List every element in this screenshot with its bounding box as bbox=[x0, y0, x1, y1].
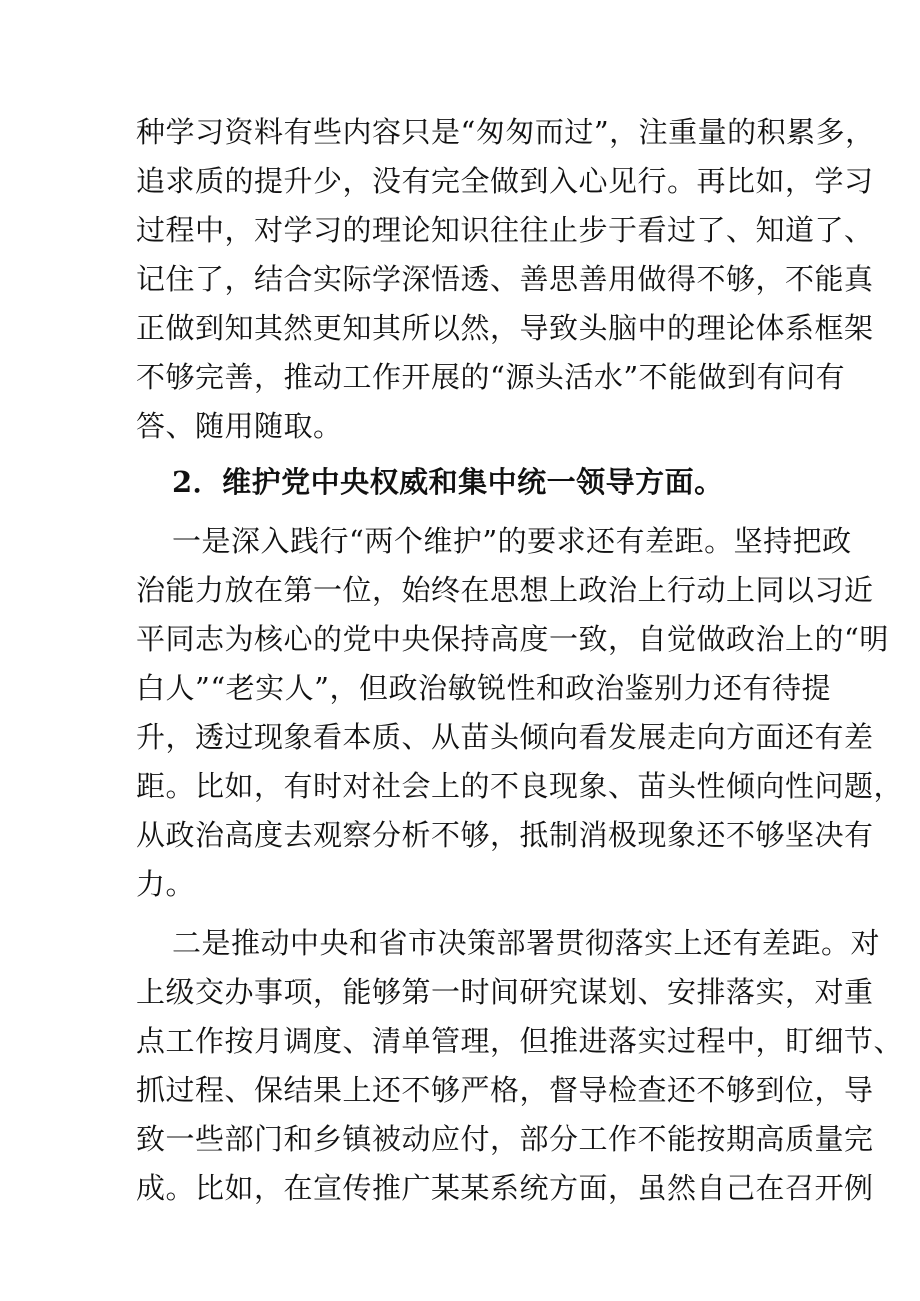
text-line: 致一些部门和乡镇被动应付，部分工作不能按期高质量完 bbox=[136, 1122, 874, 1156]
text-line: 种学习资料有些内容只是“匆匆而过”，注重量的积累多， bbox=[136, 115, 875, 149]
text-line: 答、随用随取。 bbox=[136, 409, 343, 443]
text-line: 点工作按月调度、清单管理，但推进落实过程中，盯细节、 bbox=[136, 1024, 904, 1058]
text-line: 从政治高度去观察分析不够，抵制消极现象还不够坚决有 bbox=[136, 818, 874, 852]
section-heading: 2．维护党中央权威和集中统一领导方面。 bbox=[172, 465, 724, 499]
text-line: 力。 bbox=[136, 867, 196, 901]
text-line: 上级交办事项，能够第一时间研究谋划、安排落实，对重 bbox=[136, 975, 874, 1009]
text-line: 升，透过现象看本质、从苗头倾向看发展走向方面还有差 bbox=[136, 720, 874, 754]
text-line: 追求质的提升少，没有完全做到入心见行。再比如，学习 bbox=[136, 164, 874, 198]
text-line: 治能力放在第一位，始终在思想上政治上行动上同以习近 bbox=[136, 573, 874, 607]
text-line: 不够完善，推动工作开展的“源头活水”不能做到有问有 bbox=[136, 360, 846, 394]
text-line: 抓过程、保结果上还不够严格，督导检查还不够到位，导 bbox=[136, 1073, 874, 1107]
text-line: 平同志为核心的党中央保持高度一致，自觉做政治上的“明 bbox=[136, 622, 889, 656]
text-line: 一是深入践行“两个维护”的要求还有差距。坚持把政 bbox=[172, 524, 852, 558]
text-line: 过程中，对学习的理论知识往往止步于看过了、知道了、 bbox=[136, 213, 874, 247]
text-line: 正做到知其然更知其所以然，导致头脑中的理论体系框架 bbox=[136, 311, 874, 345]
text-line: 记住了，结合实际学深悟透、善思善用做得不够，不能真 bbox=[136, 262, 874, 296]
text-line: 距。比如，有时对社会上的不良现象、苗头性倾向性问题， bbox=[136, 769, 904, 803]
text-line: 成。比如，在宣传推广某某系统方面，虽然自己在召开例 bbox=[136, 1171, 874, 1205]
text-line: 二是推动中央和省市决策部署贯彻落实上还有差距。对 bbox=[172, 926, 881, 960]
text-line: 白人”“老实人”，但政治敏锐性和政治鉴别力还有待提 bbox=[136, 671, 831, 705]
